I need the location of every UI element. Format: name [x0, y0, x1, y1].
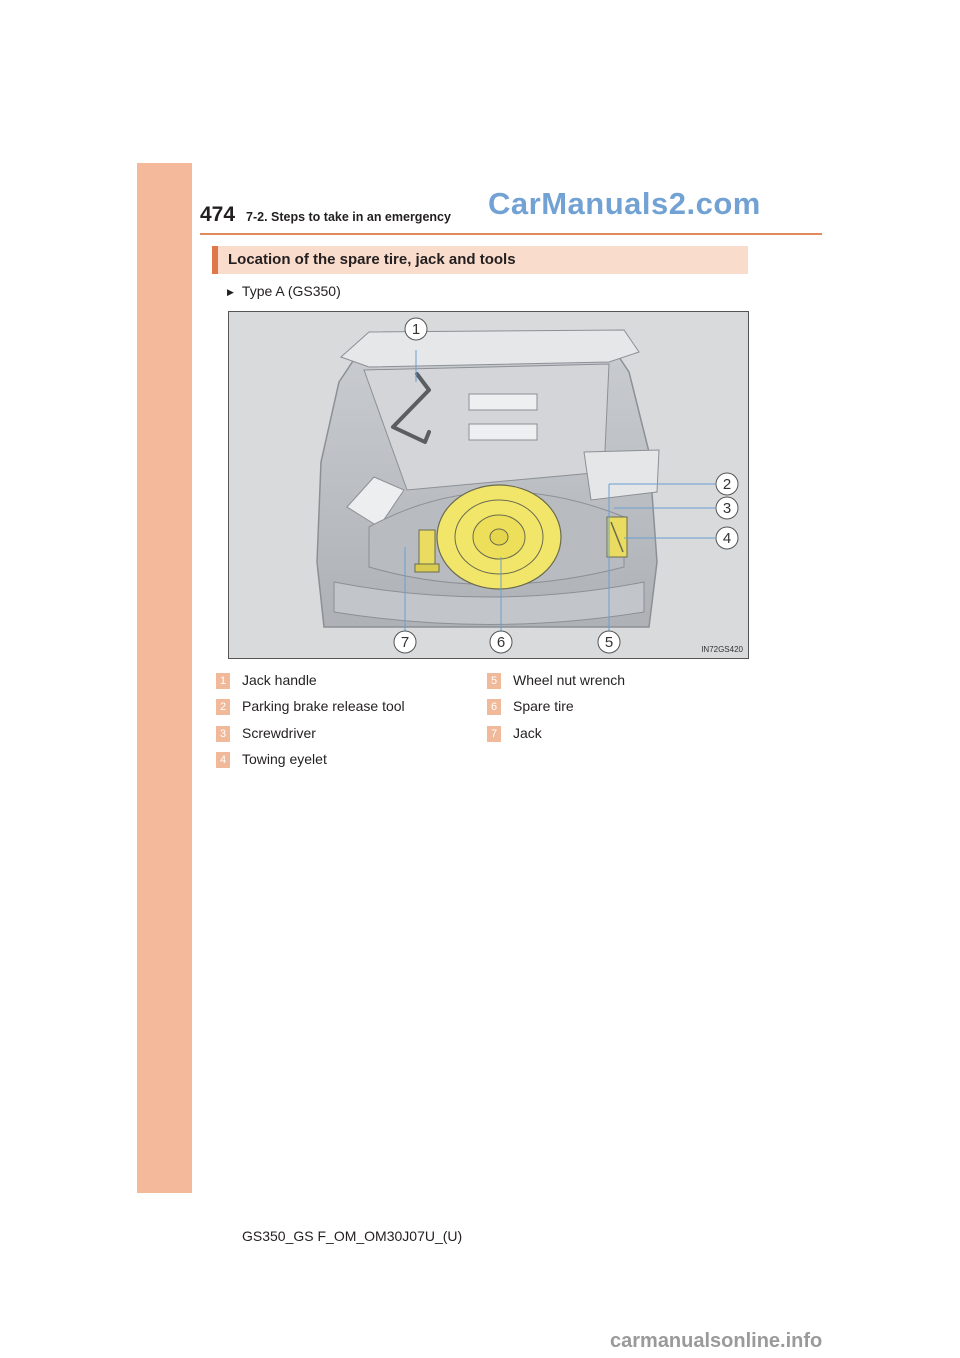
legend-number-4: 4: [216, 752, 230, 768]
callout-label-7: 7: [400, 634, 410, 651]
legend-number-6: 6: [487, 699, 501, 715]
legend-number-3: 3: [216, 726, 230, 742]
section-heading: Location of the spare tire, jack and tools: [228, 251, 516, 268]
callout-label-6: 6: [496, 634, 506, 651]
section-heading-bar: [212, 246, 748, 274]
legend-number-5: 5: [487, 673, 501, 689]
type-bullet: [227, 283, 341, 299]
legend-label-2: Parking brake release tool: [242, 698, 405, 714]
callout-label-3: 3: [722, 500, 732, 517]
legend-label-3: Screwdriver: [242, 725, 316, 741]
callout-label-2: 2: [722, 476, 732, 493]
chapter-tab-sidebar: [137, 163, 192, 1193]
legend-label-7: Jack: [513, 725, 542, 741]
trunk-illustration: [228, 311, 749, 659]
triangle-bullet-icon: ▶: [227, 287, 234, 297]
page-number: 474: [200, 203, 236, 226]
section-header: 7-2. Steps to take in an emergency: [246, 210, 451, 224]
legend-label-5: Wheel nut wrench: [513, 672, 626, 688]
header-rule: [200, 233, 822, 235]
callout-label-5: 5: [604, 634, 614, 651]
legend-number-2: 2: [216, 699, 230, 715]
figure-code: IN72GS420: [701, 645, 743, 654]
document-code-footer: GS350_GS F_OM_OM30J07U_(U): [242, 1228, 463, 1244]
callout-label-4: 4: [722, 530, 732, 547]
watermark-footer: carmanualsonline.info: [610, 1330, 823, 1352]
legend-label-6: Spare tire: [513, 698, 574, 714]
legend-label-4: Towing eyelet: [242, 751, 327, 767]
legend-number-7: 7: [487, 726, 501, 742]
watermark-logo: CarManuals2.com: [488, 186, 761, 221]
callout-label-1: 1: [411, 321, 421, 338]
type-label: Type A (GS350): [241, 283, 341, 299]
legend-number-1: 1: [216, 673, 230, 689]
trunk-drawing: [229, 312, 748, 658]
legend-label-1: Jack handle: [242, 672, 317, 688]
